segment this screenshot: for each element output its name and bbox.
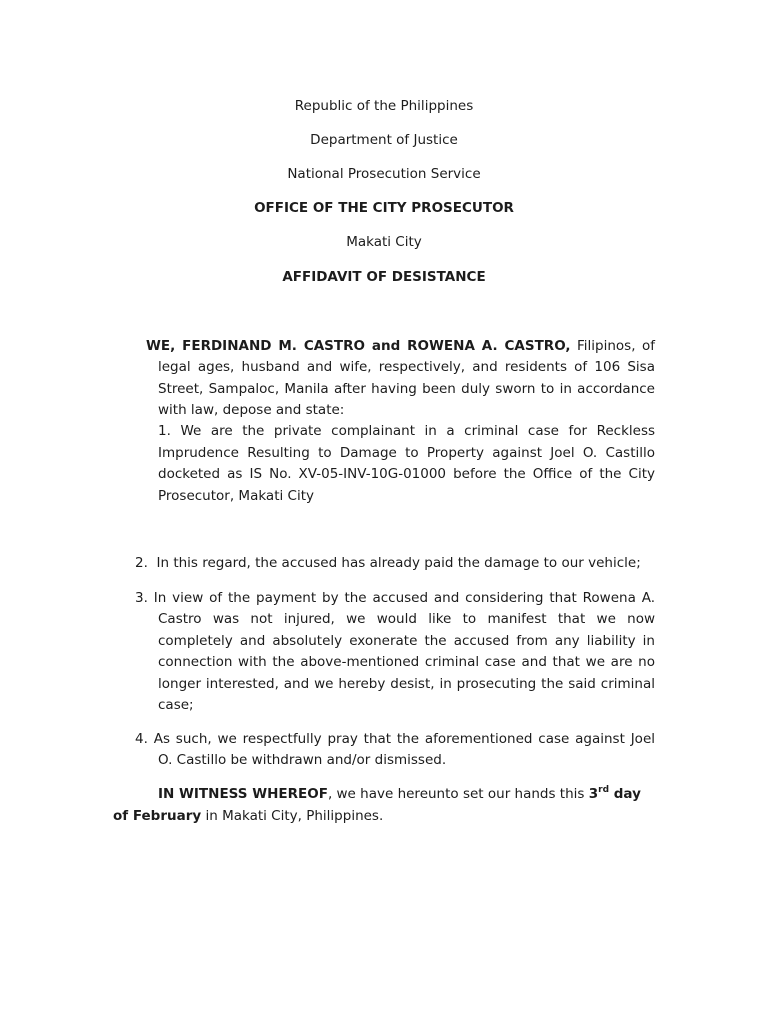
header-republic: Republic of the Philippines [294, 98, 474, 114]
item-4-number: 4. [135, 731, 148, 747]
item-2 [135, 553, 675, 575]
item-1-number: 1. [158, 423, 171, 439]
item-3-text: Castro was not injured, we would like to manifest that we now completely and absolutely exonerate the accused from any liability in connection with the above-mentioned criminal case and that we are no longer interested, and we hereby desist, in prosecuting the said criminal case; [158, 611, 655, 713]
item-2-text: In this regard, the accused has already paid the damage to our vehicle; [156, 555, 641, 571]
item-4-first-line [135, 729, 655, 751]
witness-place: in Makati City, Philippines. [201, 807, 384, 824]
item-3-first-text: In view of the payment by the accused and considering that Rowena A. [153, 590, 656, 606]
header-department: Department of Justice [310, 132, 458, 148]
item-1 [158, 421, 655, 507]
witness-clause [113, 784, 657, 827]
item-2-number: 2. [135, 555, 148, 571]
witness-day-word: day [609, 786, 641, 802]
witness-day-suffix: rd [598, 785, 610, 795]
item-4-first-text: As such, we respectfully pray that the aforementioned case against Joel [153, 731, 655, 747]
item-3-number: 3. [135, 590, 148, 606]
intro-paragraph: legal ages, husband and wife, respectively, and residents of 106 Sisa Street, Sampaloc, Manila after having been duly sworn to in accordance with law, depose and state: [158, 359, 655, 418]
witness-day-number: 3 [588, 786, 599, 802]
item-4-text: O. Castillo be withdrawn and/or dismissed. [158, 752, 447, 768]
affiants-names: WE, FERDINAND M. CASTRO and ROWENA A. CASTRO, [146, 338, 571, 354]
witness-lead: IN WITNESS WHEREOF [158, 786, 328, 802]
intro-first-line [146, 336, 655, 358]
witness-month: of February [113, 807, 202, 824]
header-city: Makati City [346, 234, 422, 250]
witness-mid: , we have hereunto set our hands this [327, 786, 589, 802]
header-office: OFFICE OF THE CITY PROSECUTOR [254, 200, 514, 216]
header-prosecution-service: National Prosecution Service [287, 166, 481, 182]
intro-first-line-rest: Filipinos, of [570, 338, 655, 354]
item-3-first-line [135, 588, 655, 610]
item-1-text: We are the private complainant in a criminal case for Reckless Imprudence Resulting to Damage to Property against Joel O. Castillo docketed as IS No. XV-05-INV-10G-01000 before the Office of the City Prosecutor, Makati City [158, 423, 656, 504]
document-title: AFFIDAVIT OF DESISTANCE [282, 269, 486, 285]
